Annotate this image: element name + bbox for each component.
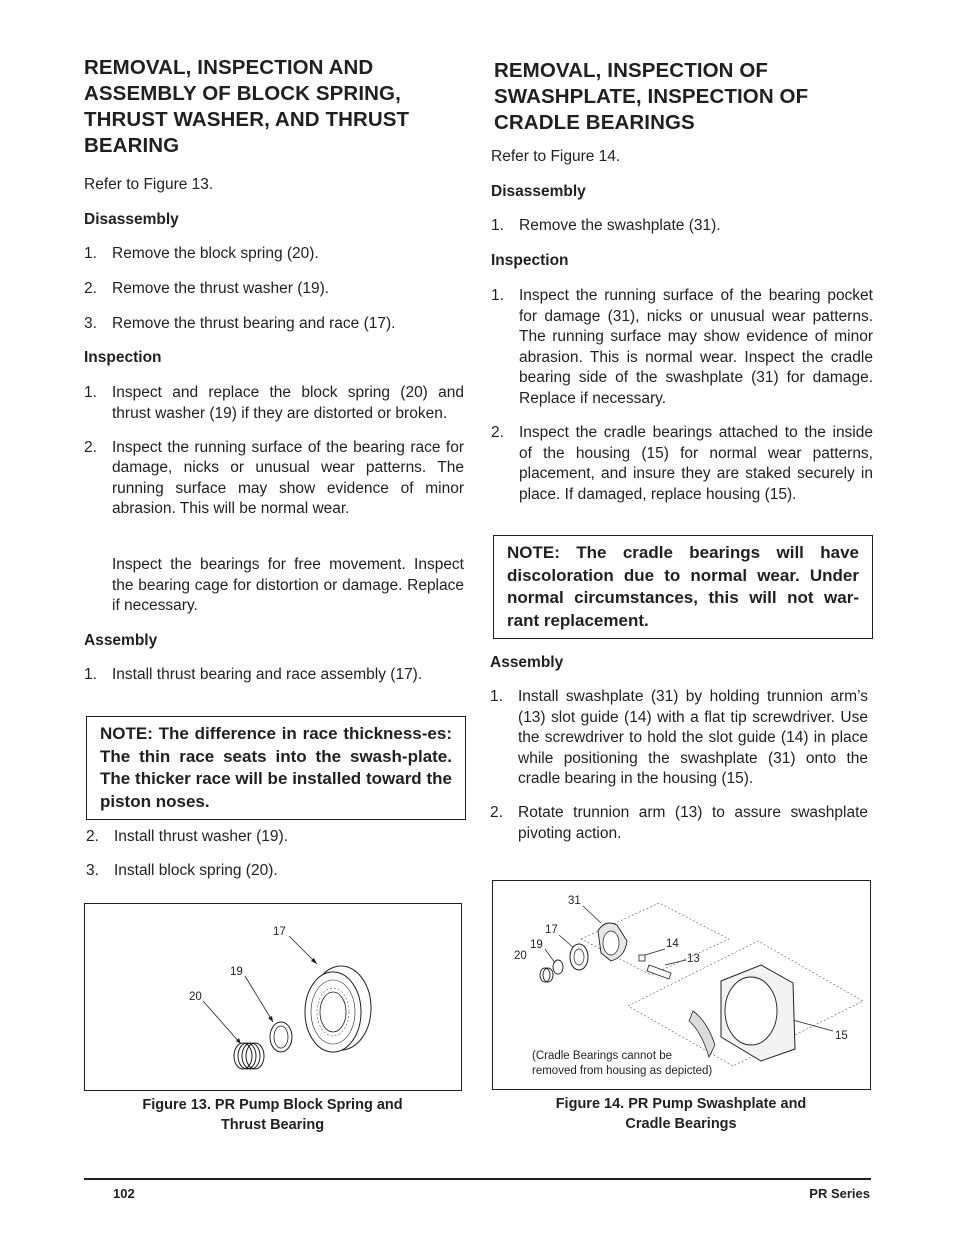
list-item: 3. Remove the thrust bearing and race (17). [84,315,396,333]
label-20: 20 [514,950,527,962]
left-inspection-list [84,383,464,520]
list-item: 1. Remove the block spring (20). [84,245,319,262]
list-item: 1. Inspect the running surface of the bearing pocket for damage (31), nicks or unusual wear patterns. The running surface may show evidence of minor abrasion. This is normal wear. Inspect the cradle bearing side of the swashplate (31) for damage. Replace if necessary. [491,287,873,407]
list-item: 2. Remove the thrust washer (19). [84,280,330,298]
right-inspection-list [491,286,873,505]
footer-rule [84,1178,871,1180]
right-assembly-list [490,687,868,845]
right-disassembly-heading: Disassembly [491,183,586,200]
label-14: 14 [666,938,679,950]
list-item: 2. Install thrust washer (19). [86,828,289,845]
figure-14-illustration [493,881,870,1089]
figure-13-illustration [85,904,461,1090]
list-item: 3. Install block spring (20). [86,862,278,880]
right-inspection-heading: Inspection [491,252,569,269]
right-section-title: REMOVAL, INSPECTION OF SWASHPLATE, INSPECTION OF CRADLE BEARINGS [494,59,809,134]
list-item: 2. Inspect the cradle bearings attached to the inside of the housing (15) for normal wear patterns, placement, and insure they are staked securely in place. If damaged, replace housing (15). [491,424,873,503]
list-item: 2. Rotate trunnion arm (13) to assure swashplate pivoting action. [490,804,868,843]
label-13: 13 [687,953,700,965]
left-assembly-heading: Assembly [84,632,158,649]
list-item: 1. Remove the swashplate (31). [491,217,721,234]
figure-13 [84,903,462,1091]
list-item: 1. Install thrust bearing and race assembly (17). [84,666,423,683]
figure-14-caption: Figure 14. PR Pump Swashplate and Cradle Bearings [555,1096,807,1132]
list-item: 1. Inspect and replace the block spring (20) and thrust washer (19) if they are distorted or broken. [84,384,464,422]
label-15: 15 [835,1030,848,1042]
label-19: 19 [230,966,243,978]
right-note-box: NOTE: The cradle bearings will have discoloration due to normal wear. Under normal circumstances, this will not war-rant replacement. [493,535,873,639]
right-assembly-heading: Assembly [490,654,564,671]
list-item: 1. Install swashplate (31) by holding trunnion arm’s (13) slot guide (14) with a flat tip screwdriver. Use the screwdriver to hold the slot guide (14) in place while positioning the swashplate (31) onto the cradle bearing in the housing (15). [490,688,868,788]
left-refer: Refer to Figure 13. [84,176,214,193]
fig14-note-line2: removed from housing as depicted) [532,1065,713,1077]
left-disassembly-heading: Disassembly [84,211,179,228]
right-disassembly-list [491,216,873,237]
label-17: 17 [273,926,286,938]
label-20: 20 [189,991,202,1003]
figure-14 [492,880,871,1090]
left-assembly-list-1 [84,665,465,686]
label-31: 31 [568,895,581,907]
list-item: 2. Inspect the running surface of the bearing race for damage, nicks or unusual wear patterns. The running surface may show evidence of minor abrasion. This will be normal wear. [84,438,464,518]
page-number: 102 [113,1186,135,1201]
left-inspection-heading: Inspection [84,349,162,366]
left-disassembly-list [84,244,465,335]
left-note-box: NOTE: The difference in race thickness-es: The thin race seats into the swash-plate. The thicker race will be installed toward the piston noses. [86,716,466,820]
figure-13-caption: Figure 13. PR Pump Block Spring and Thrust Bearing [142,1097,403,1133]
left-assembly-list-2 [86,827,467,882]
series-name: PR Series [809,1186,870,1201]
right-refer: Refer to Figure 14. [491,148,621,165]
label-17: 17 [545,924,558,936]
left-section-title: REMOVAL, INSPECTION AND ASSEMBLY OF BLOCK SPRING, THRUST WASHER, AND THRUST BEARING [84,56,410,157]
fig14-note-line1: (Cradle Bearings cannot be [532,1050,672,1062]
left-inspection-extra: Inspect the bearings for free movement. Inspect the bearing cage for distortion or damage. Replace if necessary. [112,556,464,615]
label-19: 19 [530,939,543,951]
